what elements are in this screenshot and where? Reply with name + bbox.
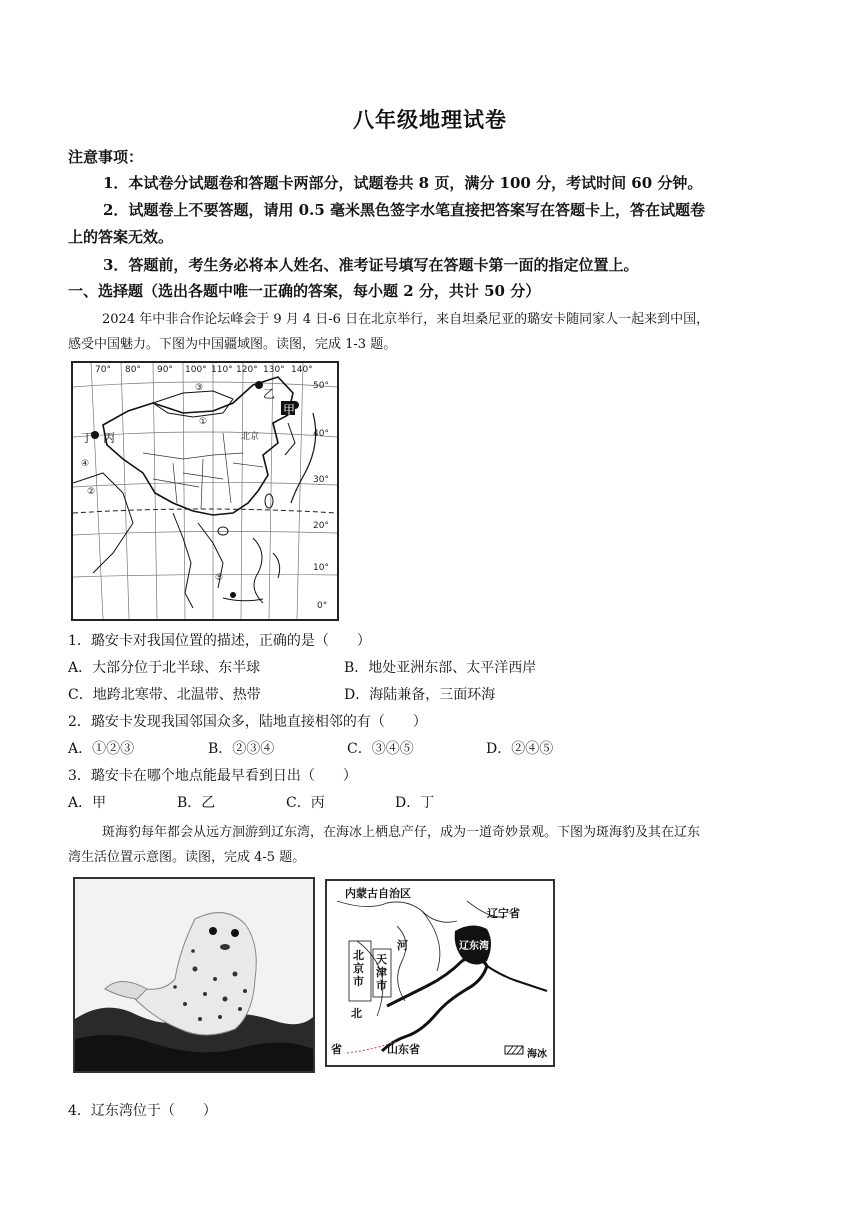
beijing-city-label: 北京市 [353, 949, 364, 988]
lat-label-20: 20° [313, 521, 329, 531]
passage-2-line2: 湾生活位置示意图。读图，完成 4-5 题。 [68, 850, 306, 865]
lon-label-100: 100° [185, 365, 207, 375]
inner-mongolia-label: 内蒙古自治区 [345, 887, 411, 900]
question-2-option-b: B．②③④ [208, 741, 275, 757]
province-sheng-label: 省 [331, 1043, 342, 1056]
beijing-label: 北京 [241, 432, 260, 442]
tianjin-city-label: 天津市 [376, 953, 387, 992]
question-3-stem: 3．璐安卡在哪个地点能最早看到日出（ ） [68, 768, 357, 784]
china-map-drawing [73, 363, 337, 619]
point-yi-label: 乙 [263, 387, 276, 401]
notice-heading: 注意事项： [68, 148, 144, 166]
lon-label-80: 80° [125, 365, 141, 375]
lon-label-110: 110° [211, 365, 233, 375]
lat-label-0: 0° [317, 601, 328, 611]
intro-text-line2: 感受中国魅力。下图为中国疆域图。读图，完成 1-3 题。 [68, 337, 397, 352]
point-jia-label: 甲 [283, 403, 296, 417]
notice-item-1: 1．本试卷分试题卷和答题卡两部分，试题卷共 8 页，满分 100 分，考试时间 60 分钟。 [103, 174, 703, 192]
hebei-bei-label: 北 [351, 1007, 362, 1020]
question-4-stem: 4．辽东湾位于（ ） [68, 1103, 217, 1119]
neighbor-1-label: ① [199, 417, 208, 427]
point-bing-label: 丙 [103, 431, 116, 445]
question-2-stem: 2．璐安卡发现我国邻国众多，陆地直接相邻的有（ ） [68, 714, 427, 730]
question-1-option-d: D．海陆兼备，三面环海 [344, 687, 496, 703]
lat-label-30: 30° [313, 475, 329, 485]
exam-title: 八年级地理试卷 [353, 107, 507, 132]
notice-item-2: 2．试题卷上不要答题，请用 0.5 毫米黑色签字水笔直接把答案写在答题卡上，答在试题卷 [103, 201, 705, 219]
lon-label-130: 130° [263, 365, 285, 375]
lat-label-50: 50° [313, 381, 329, 391]
shandong-label: 山东省 [387, 1043, 420, 1056]
question-1-stem: 1．璐安卡对我国位置的描述，正确的是（ ） [68, 633, 371, 649]
question-3-option-b: B．乙 [177, 795, 216, 811]
lon-label-90: 90° [157, 365, 173, 375]
question-1-option-a: A．大部分位于北半球、东半球 [68, 660, 261, 676]
notice-item-3: 3．答题前，考生务必将本人姓名、准考证号填写在答题卡第一面的指定位置上。 [103, 256, 639, 274]
liaodong-bay-label: 辽东湾 [459, 941, 489, 952]
question-3-option-c: C．丙 [286, 795, 325, 811]
notice-item-2-cont: 上的答案无效。 [68, 228, 174, 246]
lat-label-40: 40° [313, 429, 329, 439]
lon-label-140: 140° [291, 365, 313, 375]
neighbor-3-label: ③ [195, 383, 204, 393]
neighbor-5-label: ⑤ [215, 573, 224, 583]
neighbor-4-label: ④ [81, 459, 90, 469]
question-2-option-a: A．①②③ [68, 741, 135, 757]
passage-2-line1: 斑海豹每年都会从远方洄游到辽东湾，在海冰上栖息产仔，成为一道奇妙景观。下图为斑海豹及其在辽东 [102, 825, 701, 840]
lon-label-70: 70° [95, 365, 111, 375]
liaodong-bay-map [325, 879, 555, 1067]
hebei-he-label: 河 [397, 939, 408, 952]
question-1-option-b: B．地处亚洲东部、太平洋西岸 [344, 660, 537, 676]
china-territory-map [71, 361, 339, 621]
question-2-option-d: D．②④⑤ [486, 741, 554, 757]
lat-label-10: 10° [313, 563, 329, 573]
point-ding-label: 丁 [81, 431, 94, 445]
neighbor-2-label: ② [87, 487, 96, 497]
section-heading: 一、选择题（选出各题中唯一正确的答案，每小题 2 分，共计 50 分） [68, 282, 541, 300]
question-1-option-c: C．地跨北寒带、北温带、热带 [68, 687, 261, 703]
lon-label-120: 120° [236, 365, 258, 375]
liaoning-label: 辽宁省 [487, 907, 520, 920]
spotted-seal-photo [73, 877, 315, 1073]
seal-illustration [75, 879, 313, 1071]
question-3-option-a: A．甲 [68, 795, 107, 811]
intro-text-line1: 2024 年中非合作论坛峰会于 9 月 4 日-6 日在北京举行，来自坦桑尼亚的璐安卡随同家人一起来到中国， [102, 312, 710, 327]
question-2-option-c: C．③④⑤ [347, 741, 414, 757]
sea-ice-legend-label: 海冰 [527, 1049, 547, 1060]
question-3-option-d: D．丁 [395, 795, 435, 811]
